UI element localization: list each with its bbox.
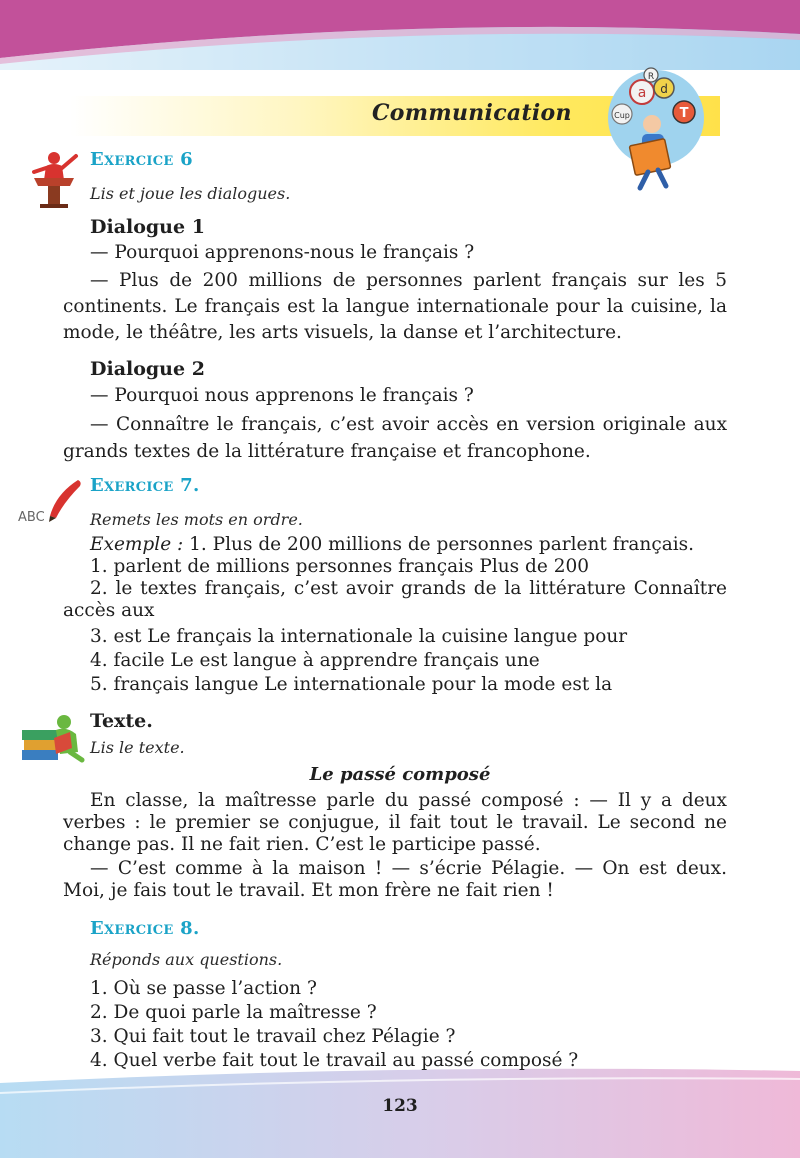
exercise-8-question: 2. De quoi parle la maîtresse ? (90, 1002, 377, 1023)
reading-books-icon (20, 712, 86, 764)
abc-pencil-icon (16, 476, 88, 524)
mascot-letter: d (660, 82, 668, 96)
dialogue-2-line-2: — Connaître le français, c’est avoir accès en version originale aux grands textes de la littérature française et francophone. (63, 414, 727, 462)
dialogue-2-title: Dialogue 2 (90, 358, 205, 380)
texte-title: Le passé composé (309, 764, 491, 785)
mascot-letter: T (679, 106, 689, 121)
texte-paragraph-1: En classe, la maîtresse parle du passé composé : — Il y a deux verbes : le premier se conjugue, il fait tout le travail. Le second ne change pas. Il ne fait rien. C’est le participe passé. (63, 790, 727, 855)
exercise-6-heading: Exercice 6 (90, 149, 193, 170)
texte-instruction: Lis le texte. (90, 738, 185, 757)
mascot-letter: Cup (614, 111, 630, 120)
abc-icon-text: ABC (18, 510, 45, 524)
exercise-7-item: 4. facile Le est langue à apprendre français une (90, 650, 540, 671)
dialogue-1-line-1: — Pourquoi apprenons-nous le français ? (90, 242, 475, 263)
mascot-illustration-icon (604, 66, 708, 192)
exercise-7-item: 1. parlent de millions personnes français Plus de 200 (90, 556, 590, 577)
example-text: 1. Plus de 200 millions de personnes parlent français. (183, 534, 695, 555)
exercise-8-heading: Exercice 8. (90, 918, 200, 939)
dialogue-1-line-2: — Plus de 200 millions de personnes parlent français sur les 5 continents. Le français est la langue internationale pour la cuisine, la mode, le théâtre, les arts visuels, la danse et l’architecture. (63, 270, 727, 343)
exercise-8-question: 1. Où se passe l’action ? (90, 978, 317, 999)
section-title: Communication (372, 100, 572, 126)
exercise-7-item: 3. est Le français la internationale la cuisine langue pour (90, 626, 628, 647)
exercise-7-item: 5. français langue Le internationale pour la mode est la (90, 674, 613, 695)
example-label: Exemple : (90, 534, 184, 555)
dialogue-1-title: Dialogue 1 (90, 216, 205, 238)
texte-heading: Texte. (90, 710, 153, 732)
top-decorative-band (0, 0, 800, 70)
mascot-letter: R (647, 72, 655, 82)
texte-paragraph-2: — C’est comme à la maison ! — s’écrie Pélagie. — On est deux. Moi, je fais tout le travail. Et mon frère ne fait rien ! (63, 858, 727, 901)
page-number: 123 (382, 1096, 418, 1116)
exercise-7-heading: Exercice 7. (90, 475, 200, 496)
exercise-7-example (90, 534, 694, 556)
exercise-7-item: 2. le textes français, c’est avoir grands de la littérature Connaître accès aux (63, 578, 727, 621)
dialogue-2-line-1: — Pourquoi nous apprenons le français ? (90, 385, 474, 406)
speaker-podium-icon (24, 150, 82, 210)
exercise-8-question: 3. Qui fait tout le travail chez Pélagie ? (90, 1026, 456, 1047)
exercise-8-instruction: Réponds aux questions. (90, 950, 283, 969)
exercise-8-question: 4. Quel verbe fait tout le travail au passé composé ? (90, 1050, 579, 1071)
exercise-6-instruction: Lis et joue les dialogues. (90, 184, 291, 203)
mascot-letter: a (637, 85, 647, 101)
exercise-7-instruction: Remets les mots en ordre. (90, 510, 303, 529)
